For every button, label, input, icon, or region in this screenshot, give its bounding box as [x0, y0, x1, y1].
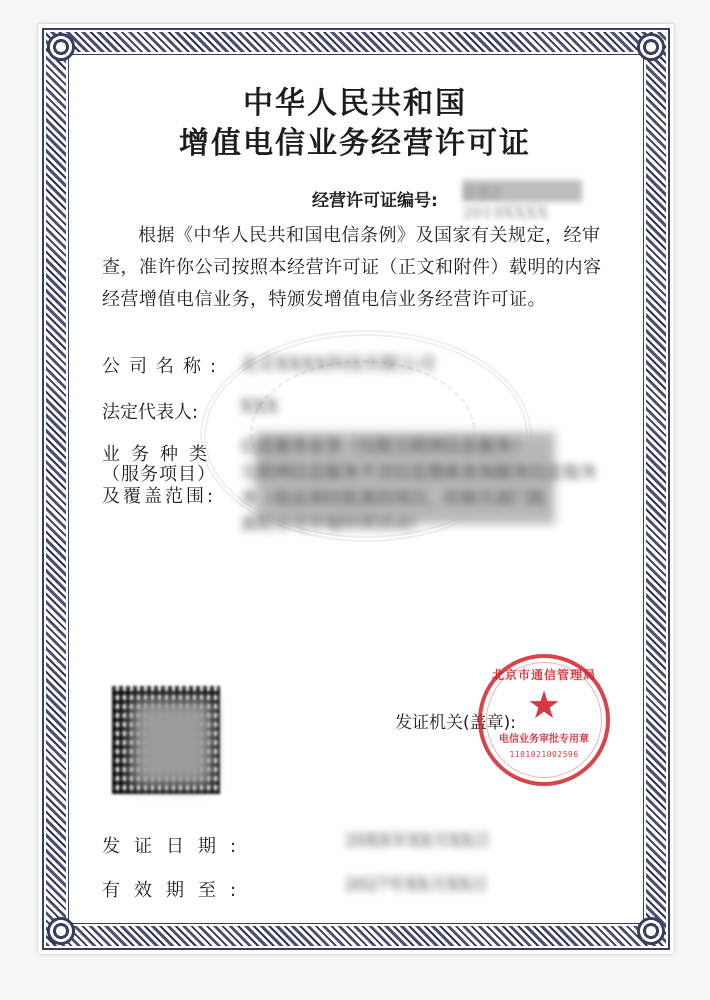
license-number-label: 经营许可证编号: — [312, 191, 438, 211]
issue-date-value: 20XX年XX月XX日 — [345, 831, 491, 851]
corner-ornament — [634, 30, 668, 64]
issue-date-label: 发证日期: — [102, 836, 251, 857]
certificate-paragraph: 根据《中华人民共和国电信条例》及国家有关规定，经审查，准许你公司按照本经营许可证（正文和附件）载明的内容经营增值电信业务，特颁发增值电信业务经营许可证。 — [102, 225, 602, 310]
official-seal — [478, 654, 610, 786]
redaction-mask — [132, 700, 212, 786]
title-country: 中华人民共和国 — [243, 86, 467, 121]
seal-purpose-text: 电信业务审批专用章 — [499, 734, 589, 745]
business-scope-line: 准后方可开展经营活动） — [240, 515, 427, 535]
business-type-label: 业务种类 — [102, 444, 218, 465]
title-certificate: 增值电信业务经营许可证 — [179, 126, 531, 161]
license-number-value: 京B2-2019XXXX — [462, 180, 582, 202]
corner-ornament — [44, 30, 78, 64]
valid-until-label: 有效期至: — [102, 880, 251, 901]
business-scope-line: 务（依法须经批准的项目，经相关部门批 — [240, 489, 546, 509]
company-name-label: 公司名称: — [102, 356, 226, 377]
service-item-label: （服务项目） — [102, 464, 216, 485]
star-icon: ★ — [526, 683, 562, 727]
seal-number: 1101021002596 — [509, 750, 579, 759]
issuing-authority-label: 发证机关(盖章): — [395, 713, 516, 733]
corner-ornament — [44, 914, 78, 948]
legal-representative-value: XXX — [240, 396, 279, 417]
coverage-label: 及覆盖范围: — [102, 486, 217, 507]
business-scope-line: 互联网信息服务不含信息搜索查询服务信息服务 — [240, 463, 597, 483]
valid-until-value: 2027年XX月XX日 — [345, 875, 488, 895]
business-scope-line: 信息服务业务（仅限互联网信息服务） — [240, 437, 529, 457]
corner-ornament — [634, 914, 668, 948]
legal-representative-label: 法定代表人: — [102, 402, 199, 423]
seal-authority-text: 北京市通信管理局 — [491, 668, 596, 682]
company-name-value: 北京XXXX科技有限公司 — [240, 354, 436, 375]
